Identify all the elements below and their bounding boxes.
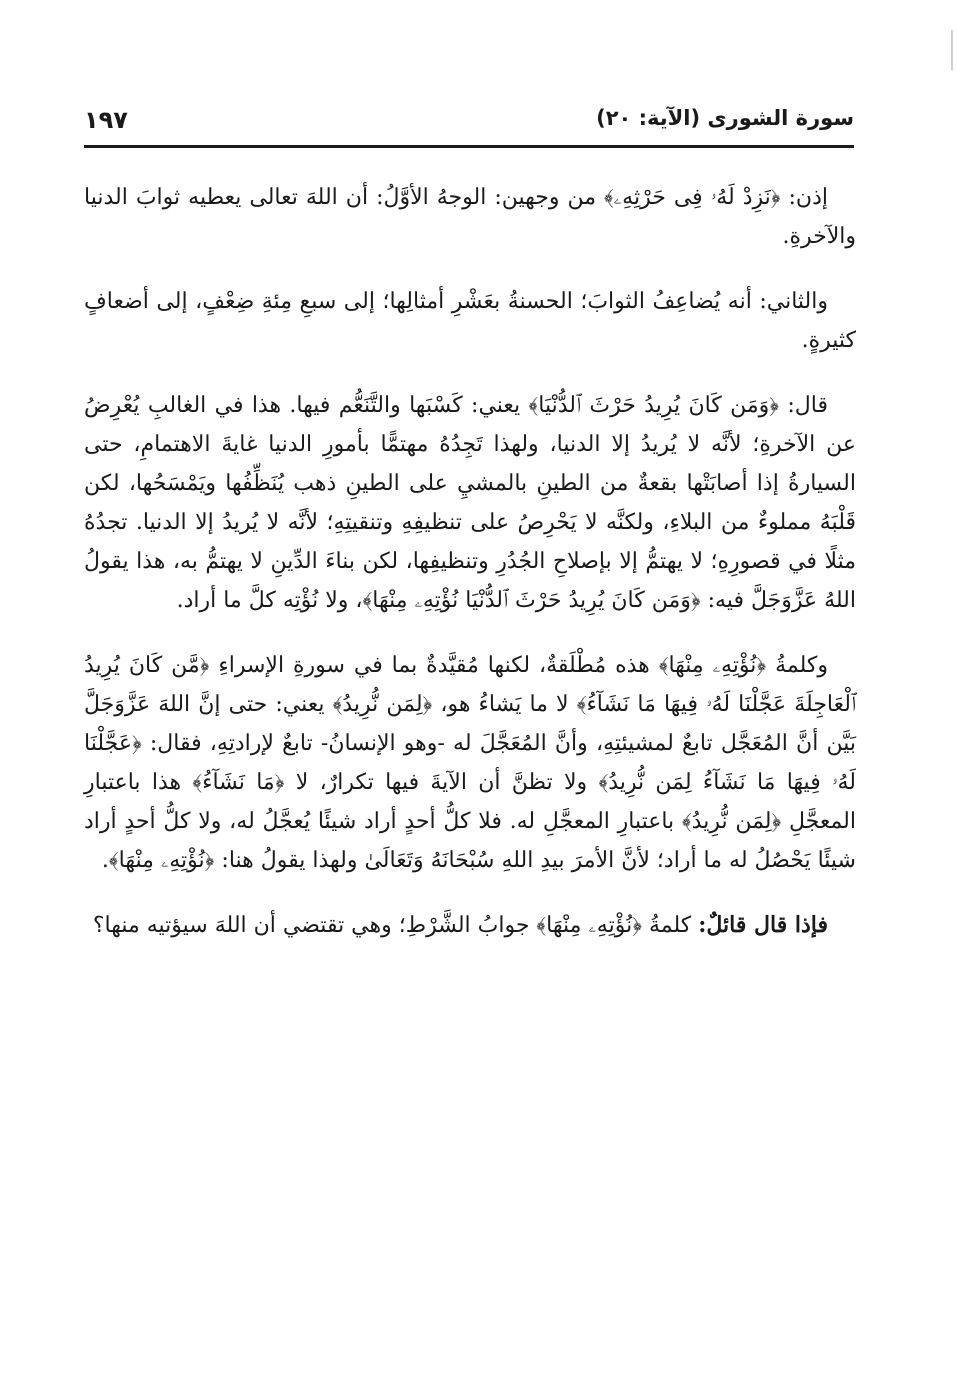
paragraph: قال: ﴿وَمَن كَانَ يُرِيدُ حَرْثَ ٱلدُّنْيَا﴾ يعني: كَسْبَها والتَّنَعُّم فيها. هذا في الغالبِ يُعْرِضُ عن الآخرةِ؛ لأنَّه لا يُريدُ إلا الدنيا، ولهذا تَجِدُهُ مهتمًّا بأمورِ الدنيا غايةَ الاهتمامِ، حتى السيارةُ إذا أصابَتْها بقعةٌ من الطينِ بالمشيِ على الطينِ ذهب يُنَظِّفُها ويَمْسَحُها، لكن قَلْبَهُ مملوءٌ من البلاءِ، ولكنَّه لا يَحْرِصُ على تنظيفِهِ وتنقيتِهِ؛ لأنَّه لا يُريدُ إلا الدنيا. تجدُهُ مثلًا في قصورِهِ؛ لا يهتمُّ إلا بإصلاحِ الجُدُرِ وتنظيفِها، لكن بناءَ الدِّينِ لا يهتمُّ به، هذا يقولُ اللهُ عَزَّوَجَلَّ فيه: ﴿وَمَن كَانَ يُرِيدُ حَرْثَ ٱلدُّنْيَا نُؤْتِهِۦ مِنْهَا﴾، ولا نُؤْتِه كلَّ ما أراد. (84, 393, 856, 613)
page-body (84, 178, 856, 971)
question-text: كلمةُ ﴿نُؤْتِهِۦ مِنْهَا﴾ جوابُ الشَّرْطِ؛ وهي تقتضي أن اللهَ سيؤتيه منها؟ (92, 913, 699, 938)
question-lead: فإذا قال قائلٌ: (698, 912, 828, 938)
paragraph: إذن: ﴿نَزِدْ لَهُۥ فِى حَرْثِهِۦ﴾ من وجهين: الوجهُ الأوَّلُ: أن اللهَ تعالى يعطيه ثوابَ الدنيا والآخرةِ. (84, 185, 856, 249)
page-header (84, 104, 854, 148)
paragraph: والثاني: أنه يُضاعِفُ الثوابَ؛ الحسنةُ بعَشْرِ أمثالِها؛ إلى سبعِ مِئةِ ضِعْفٍ، إلى أضعافٍ كثيرةٍ. (84, 289, 856, 353)
scan-edge-mark (951, 30, 953, 70)
question-paragraph (84, 906, 856, 945)
header-rule (84, 145, 854, 148)
paragraph: وكلمةُ ﴿نُؤْتِهِۦ مِنْهَا﴾ هذه مُطْلَقةٌ، لكنها مُقيَّدةٌ بما في سورةِ الإسراءِ ﴿مَّن كَانَ يُرِيدُ ٱلْعَاجِلَةَ عَجَّلْنَا لَهُۥ فِيهَا مَا نَشَآءُ﴾ لا ما يَشاءُ هو، ﴿لِمَن نُّرِيدُ﴾ يعني: حتى إنَّ اللهَ عَزَّوَجَلَّ بَيَّن أنَّ المُعَجَّل تابعٌ لمشيئتِهِ، وأنَّ المُعَجَّلَ له -وهو الإنسانُ- تابعٌ لإرادتِهِ، فقال: ﴿عَجَّلْنَا لَهُۥ فِيهَا مَا نَشَآءُ لِمَن نُّرِيدُ﴾ ولا تظنَّ أن الآيةَ فيها تكرارٌ، لا ﴿مَا نَشَآءُ﴾ هذا باعتبارِ المعجَّلِ ﴿لِمَن نُّرِيدُ﴾ باعتبارِ المعجَّلِ له. فلا كلُّ أحدٍ أراد شيئًا يُعجَّلُ له، ولا كلُّ أحدٍ أراد شيئًا يَحْصُلُ له ما أراد؛ لأنَّ الأمرَ بيدِ اللهِ سُبْحَانَهُ وَتَعَالَىٰ ولهذا يقولُ هنا: ﴿نُؤْتِهِۦ مِنْهَا﴾. (84, 653, 856, 873)
page-number: ١٩٧ (84, 106, 128, 134)
running-title: سورة الشورى (الآية: ٢٠) (596, 106, 854, 130)
